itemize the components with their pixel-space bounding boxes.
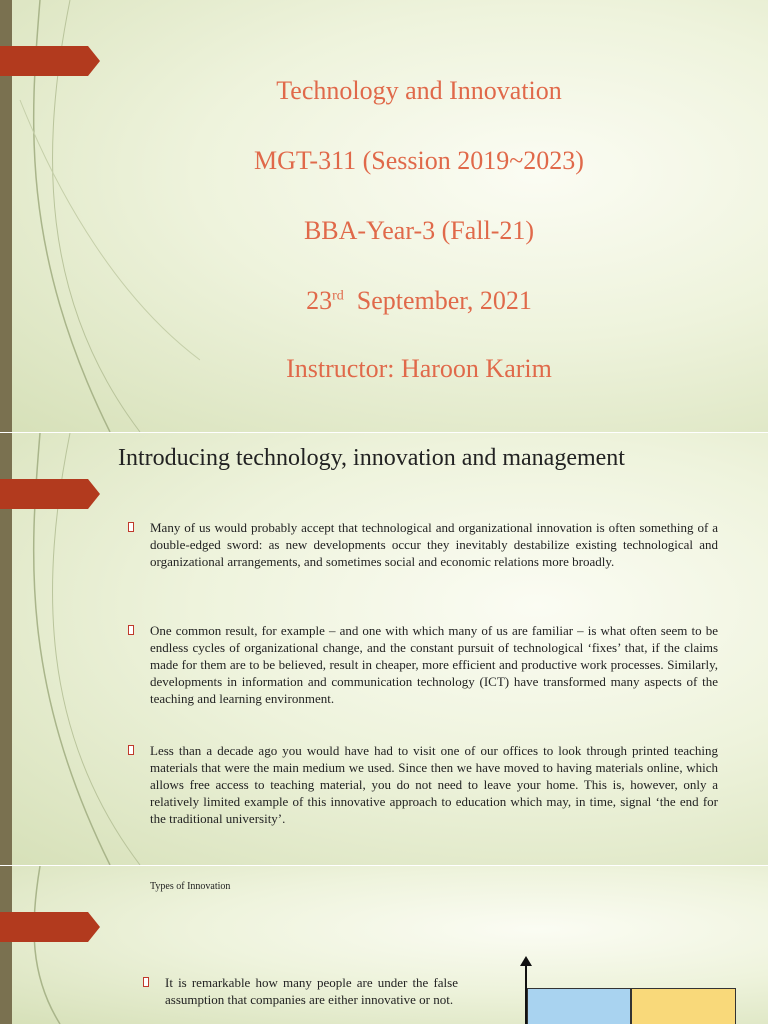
date-rest: September, 2021 xyxy=(343,286,532,315)
course-code: MGT-311 (Session 2019~2023) xyxy=(254,146,584,175)
list-item xyxy=(143,974,458,1008)
list-item xyxy=(128,519,718,570)
accent-arrow-tab xyxy=(0,479,100,509)
slide-introduction xyxy=(0,433,768,865)
instructor-name: Instructor: Haroon Karim xyxy=(286,354,552,383)
accent-arrow-tab xyxy=(0,46,100,76)
program-label: BBA-Year-3 (Fall-21) xyxy=(303,216,535,245)
course-title: Technology and Innovation xyxy=(276,76,562,105)
bullet-text: One common result, for example – and one with which many of us are familiar – is what often seem to be endless cycles of organizational change, and the constant pursuit of technological ‘fixes’ that, if the claims made for them are to be believed, result in cheaper, more efficient and productive work processes. Similarly, developments in information and communication technology (ICT) have transformed many aspects of the teaching and learning environment. xyxy=(150,623,718,706)
bullet-marker-icon xyxy=(143,977,149,987)
slide-heading: Introducing technology, innovation and management xyxy=(118,445,625,471)
date-day: 23 xyxy=(306,286,333,315)
accent-arrow-tab xyxy=(0,912,100,942)
list-item xyxy=(128,742,718,827)
lecture-date xyxy=(0,286,768,316)
bullet-text: It is remarkable how many people are under the false assumption that companies are either innovative or not. xyxy=(165,975,458,1007)
slide-heading: Types of Innovation xyxy=(150,881,231,892)
bullet-marker-icon xyxy=(128,625,134,635)
innovation-matrix xyxy=(510,956,750,1024)
slide-types-of-innovation xyxy=(0,866,768,1024)
slide-title xyxy=(0,0,768,432)
matrix-cell-blue xyxy=(527,988,631,1024)
bullet-marker-icon xyxy=(128,745,134,755)
slide-sidebar xyxy=(0,866,12,1024)
bullet-text: Less than a decade ago you would have had to visit one of our offices to look through printed teaching materials that were the main medium we used. Since then we have moved to having materials online, which allows free access to teaching material, you do not need to leave your home. This is, however, only a relatively limited example of this innovative approach to education which may, in time, signal ‘the end for the traditional university’. xyxy=(150,743,718,826)
matrix-cell-yellow xyxy=(631,988,736,1024)
bullet-text: Many of us would probably accept that technological and organizational innovation is often something of a double-edged sword: as new developments occur they inevitably destabilize existing technological and organizational arrangements, and sometimes social and economic relations more broadly. xyxy=(150,520,718,569)
date-suffix: rd xyxy=(332,288,344,304)
bullet-marker-icon xyxy=(128,522,134,532)
list-item xyxy=(128,622,718,707)
